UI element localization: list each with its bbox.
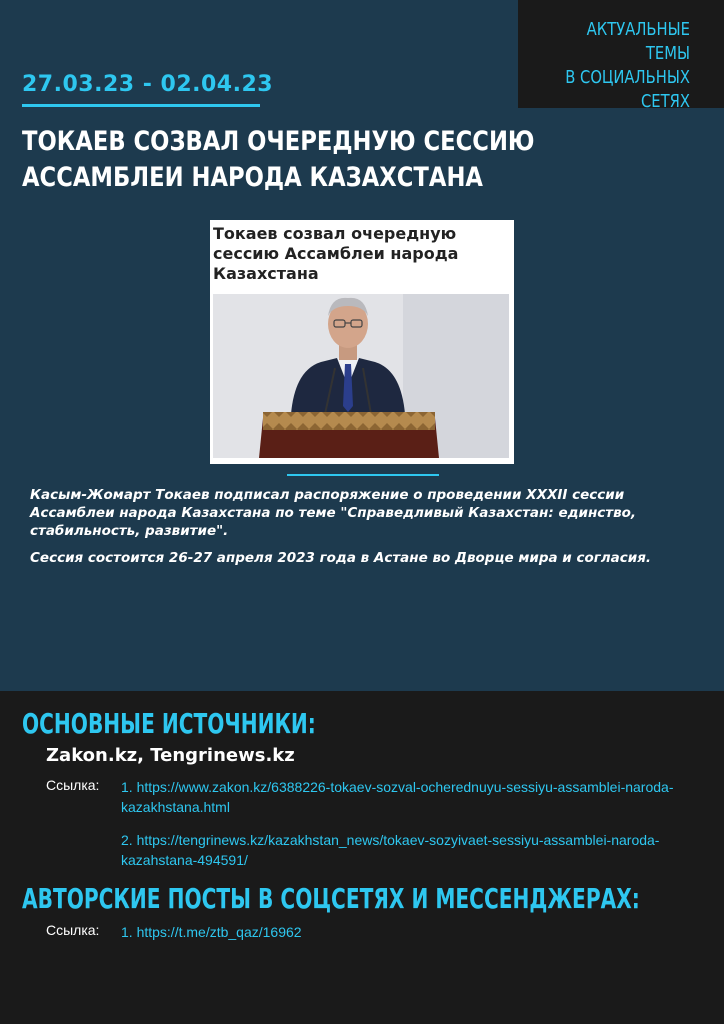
topic-label-box (518, 0, 724, 112)
article-paragraph-2: Сессия состоится 26-27 апреля 2023 года в Астане во Дворце мира и согласия. (30, 550, 652, 566)
author-posts-heading: АВТОРСКИЕ ПОСТЫ В СОЦСЕТЯХ И МЕССЕНДЖЕРАХ: (22, 882, 640, 915)
author-post-link-1[interactable]: 1. https://t.me/ztb_qaz/16962 (121, 924, 302, 940)
source-link-1[interactable]: 1. https://www.zakon.kz/6388226-tokaev-sozval-ocherednuyu-sessiyu-assamblei-naroda-kazakhstana.html (121, 779, 674, 815)
topic-label: АКТУАЛЬНЫЕ ТЕМЫ В СОЦИАЛЬНЫХ СЕТЯХ (565, 19, 690, 112)
speaker-at-podium-image (213, 294, 509, 458)
source-link-2[interactable]: 2. https://tengrinews.kz/kazakhstan_news/tokaev-sozyivaet-sessiyu-assamblei-naroda-kazahstana-494591/ (121, 832, 660, 868)
sources-link-label: Ссылка: (46, 777, 100, 793)
date-range: 27.03.23 - 02.04.23 (22, 72, 274, 97)
sources-heading: ОСНОВНЫЕ ИСТОЧНИКИ: (22, 707, 316, 740)
article-paragraph-1: Касым-Жомарт Токаев подписал распоряжение о проведении XXXII сессии Ассамблеи народа Казахстана по теме "Справедливый Казахстан: единство, стабильность, развитие". (30, 487, 637, 539)
divider (287, 474, 439, 476)
date-underline (22, 104, 260, 107)
news-card (210, 220, 514, 464)
news-photo (213, 294, 509, 458)
news-card-title: Токаев созвал очередную сессию Ассамблеи народа Казахстана (213, 224, 459, 283)
source-names: Zakon.kz, Tengrinews.kz (46, 745, 295, 766)
author-posts-link-label: Ссылка: (46, 922, 100, 938)
page-title: ТОКАЕВ СОЗВАЛ ОЧЕРЕДНУЮ СЕССИЮ АССАМБЛЕИ НАРОДА КАЗАХСТАНА (22, 126, 535, 193)
